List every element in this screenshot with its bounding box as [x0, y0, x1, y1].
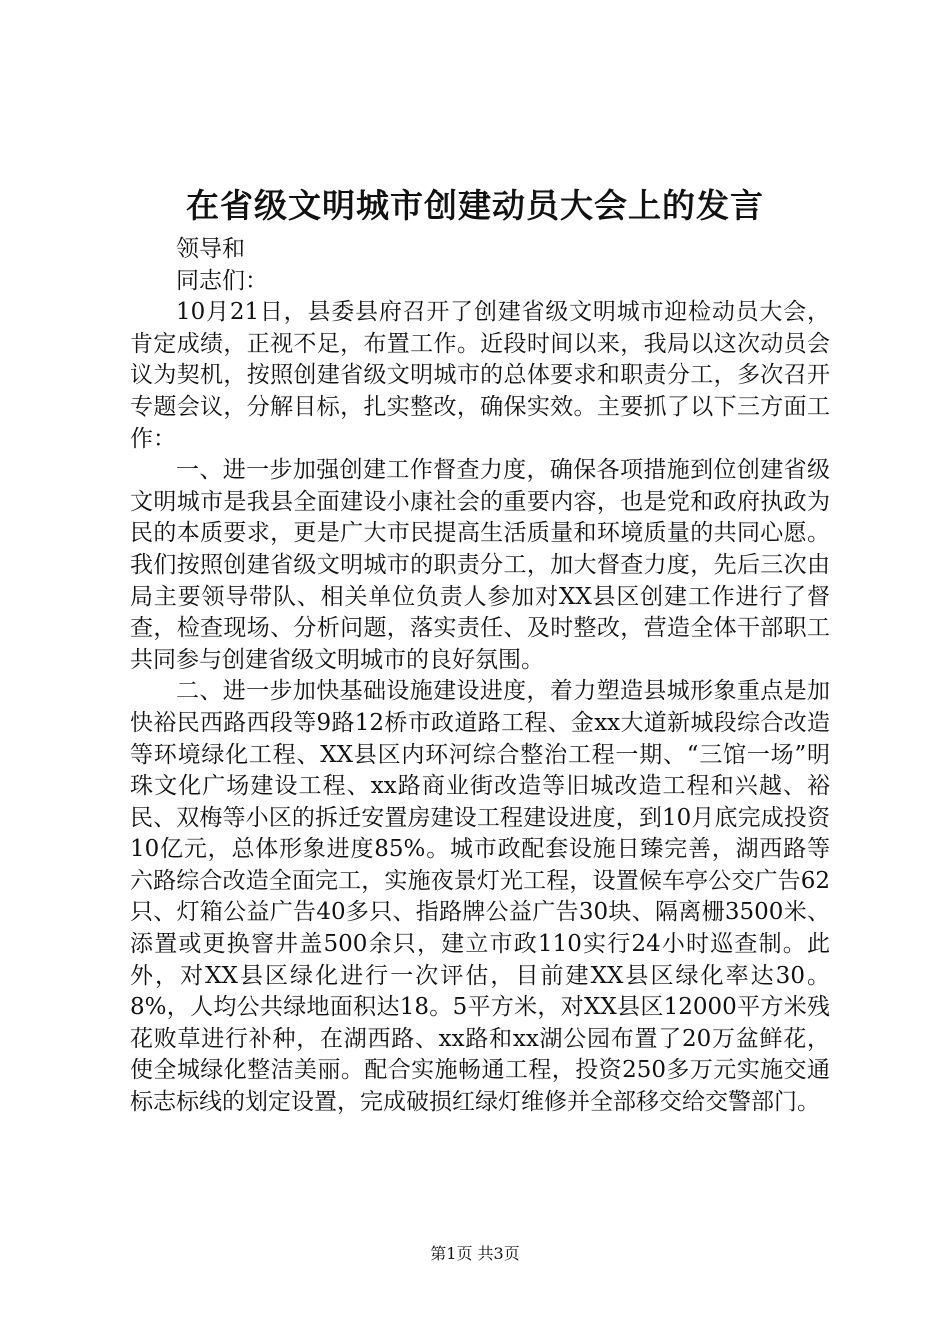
document-title: 在省级文明城市创建动员大会上的发言 — [186, 186, 764, 225]
greeting-line-2: 同志们： — [176, 267, 268, 294]
paragraph-intro: 10月21日，县委县府召开了创建省级文明城市迎检动员大会，肯定成绩，正视不足，布置工作。近段时间以来，我局以这次动员会议为契机，按照创建省级文明城市的总体要求和职责分工，多次召开专题会议，分解目标，扎实整改，确保实效。主要抓了以下三方面工作： — [130, 299, 830, 452]
document-body — [130, 234, 830, 1119]
paragraph-section-1: 一、进一步加强创建工作督查力度，确保各项措施到位创建省级文明城市是我县全面建设小康社会的重要内容，也是党和政府执政为民的本质要求，更是广大市民提高生活质量和环境质量的共同心愿。我们按照创建省级文明城市的职责分工，加大督查力度，先后三次由局主要领导带队、相关单位负责人参加对XX县区创建工作进行了督查，检查现场、分析问题，落实责任、及时整改，营造全体干部职工共同参与创建省级文明城市的良好氛围。 — [130, 457, 830, 673]
paragraph-section-2: 二、进一步加快基础设施建设进度，着力塑造县城形象重点是加快裕民西路西段等9路12桥市政道路工程、金xx大道新城段综合改造等环境绿化工程、XX县区内环河综合整治工程一期、“三馆一场”明珠文化广场建设工程、xx路商业街改造等旧城改造工程和兴越、裕民、双梅等小区的拆迁安置房建设工程建设进度，到10月底完成投资10亿元，总体形象进度85%。城市政配套设施日臻完善，湖西路等六路综合改造全面完工，实施夜景灯光工程，设置候车亭公交广告62只、灯箱公益广告40多只、指路牌公益广告30块、隔离栅3500米、添置或更换窨井盖500余只，建立市政110实行24小时巡查制。此外，对XX县区绿化进行一次评估，目前建XX县区绿化率达30。8%，人均公共绿地面积达18。5平方米，对XX县区12000平方米残花败草进行补种，在湖西路、xx路和xx湖公园布置了20万盆鲜花，使全城绿化整洁美丽。配合实施畅通工程，投资250多万元实施交通标志标线的划定设置，完成破损红绿灯维修并全部移交给交警部门。 — [130, 678, 830, 1116]
greeting-line-1: 领导和 — [176, 236, 245, 262]
page-number-footer: 第1页 共3页 — [430, 1244, 520, 1263]
